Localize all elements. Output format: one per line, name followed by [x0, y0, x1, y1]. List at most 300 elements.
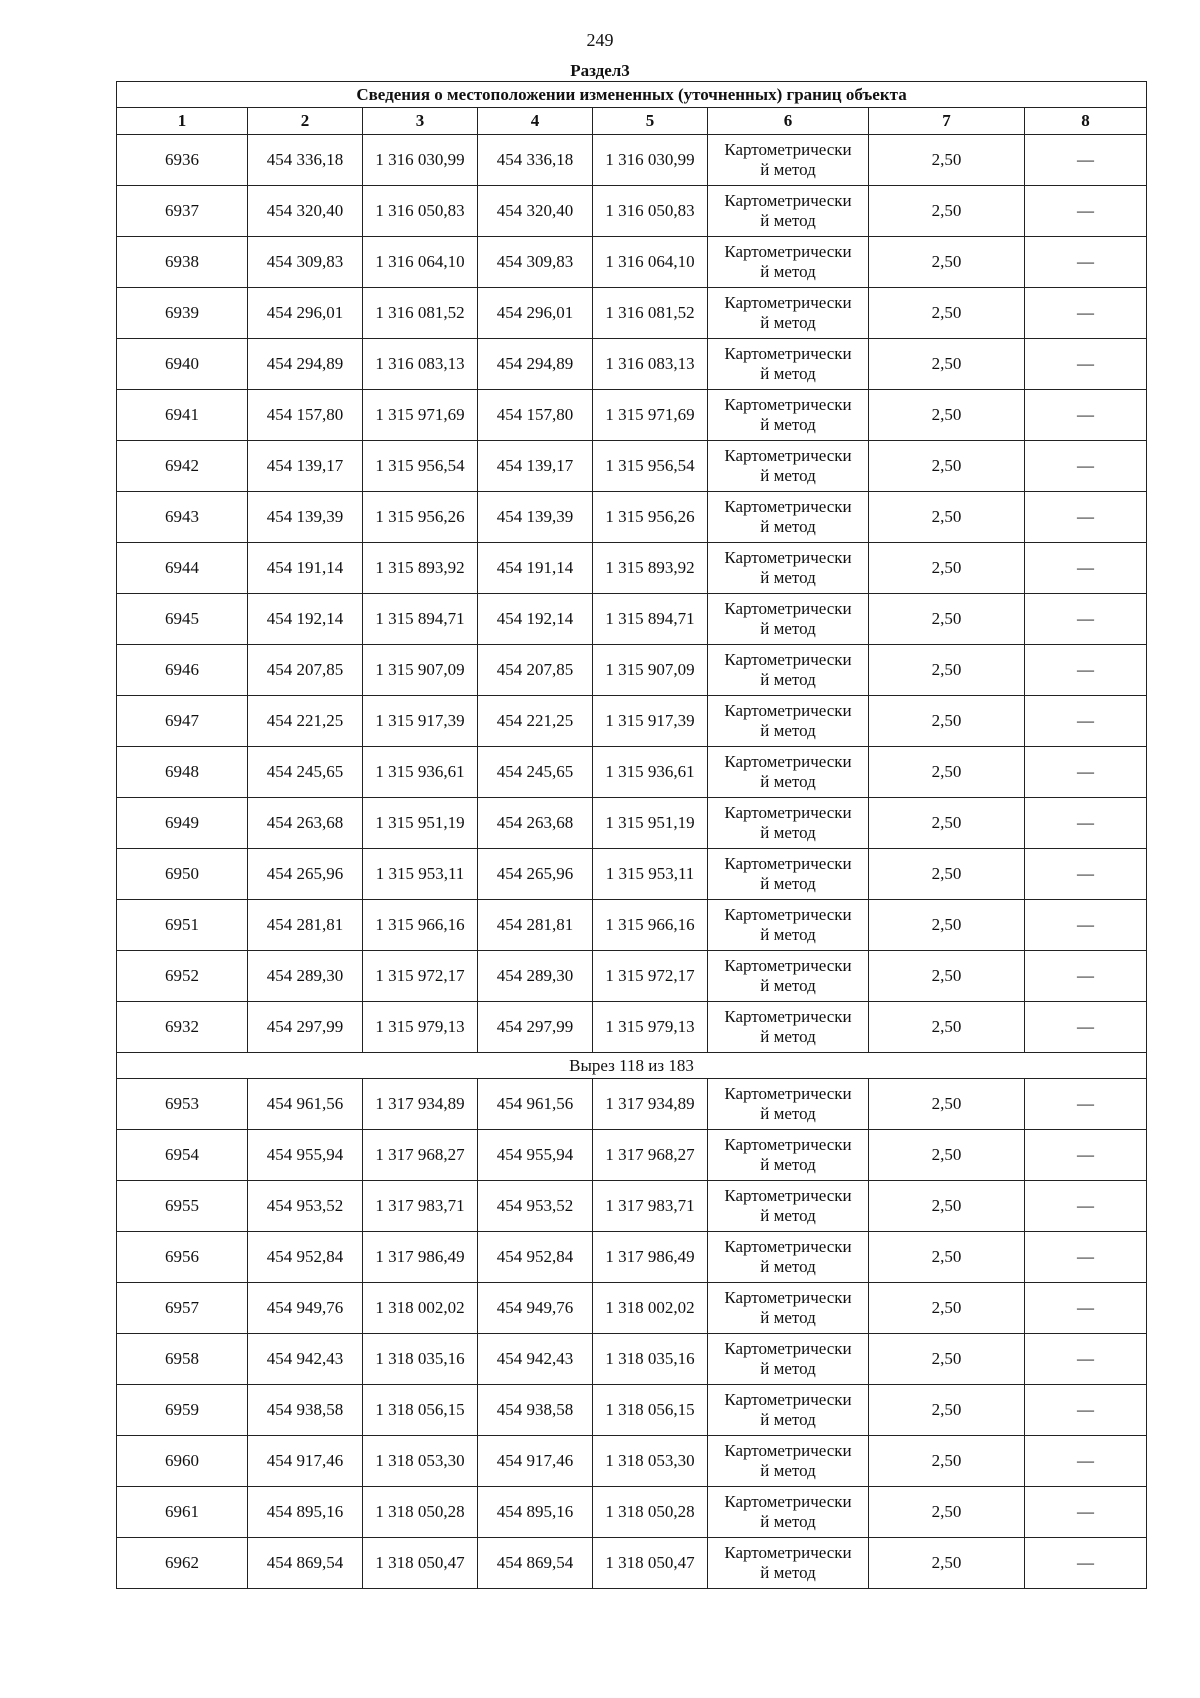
y-new-cell: 1 315 894,71 [593, 594, 708, 645]
x-existing-cell: 454 157,80 [248, 390, 363, 441]
y-new-cell: 1 318 053,30 [593, 1436, 708, 1487]
description-cell: — [1025, 390, 1147, 441]
method-text-line: Картометрически [724, 752, 852, 771]
x-existing-cell: 454 917,46 [248, 1436, 363, 1487]
y-new-cell: 1 318 035,16 [593, 1334, 708, 1385]
point-number-cell: 6951 [117, 900, 248, 951]
description-cell: — [1025, 1130, 1147, 1181]
x-existing-cell: 454 207,85 [248, 645, 363, 696]
x-new-cell: 454 942,43 [478, 1334, 593, 1385]
table-body [117, 135, 1147, 1589]
y-existing-cell: 1 318 050,47 [363, 1538, 478, 1589]
method-cell [708, 1487, 869, 1538]
table-row [117, 1002, 1147, 1053]
method-cell [708, 1334, 869, 1385]
y-existing-cell: 1 318 056,15 [363, 1385, 478, 1436]
method-text-line: Картометрически [724, 1390, 852, 1409]
x-new-cell: 454 281,81 [478, 900, 593, 951]
y-new-cell: 1 317 986,49 [593, 1232, 708, 1283]
y-existing-cell: 1 316 064,10 [363, 237, 478, 288]
method-cell [708, 339, 869, 390]
x-existing-cell: 454 938,58 [248, 1385, 363, 1436]
method-text-line: й метод [760, 211, 816, 230]
method-text-line: й метод [760, 313, 816, 332]
y-new-cell: 1 316 050,83 [593, 186, 708, 237]
description-cell: — [1025, 1334, 1147, 1385]
method-text-line: Картометрически [724, 191, 852, 210]
x-new-cell: 454 139,17 [478, 441, 593, 492]
method-cell [708, 1385, 869, 1436]
y-existing-cell: 1 315 956,26 [363, 492, 478, 543]
method-cell [708, 186, 869, 237]
x-new-cell: 454 952,84 [478, 1232, 593, 1283]
method-text-line: Картометрически [724, 1339, 852, 1358]
y-existing-cell: 1 316 050,83 [363, 186, 478, 237]
y-existing-cell: 1 318 053,30 [363, 1436, 478, 1487]
x-existing-cell: 454 949,76 [248, 1283, 363, 1334]
accuracy-cell: 2,50 [869, 1538, 1025, 1589]
y-new-cell: 1 318 050,47 [593, 1538, 708, 1589]
table-row [117, 1079, 1147, 1130]
y-new-cell: 1 316 064,10 [593, 237, 708, 288]
table-row [117, 492, 1147, 543]
x-new-cell: 454 869,54 [478, 1538, 593, 1589]
y-new-cell: 1 317 934,89 [593, 1079, 708, 1130]
method-text-line: й метод [760, 823, 816, 842]
x-new-cell: 454 157,80 [478, 390, 593, 441]
method-text-line: Картометрически [724, 1135, 852, 1154]
y-new-cell: 1 315 953,11 [593, 849, 708, 900]
y-existing-cell: 1 315 893,92 [363, 543, 478, 594]
x-new-cell: 454 294,89 [478, 339, 593, 390]
method-text-line: Картометрически [724, 650, 852, 669]
accuracy-cell: 2,50 [869, 645, 1025, 696]
accuracy-cell: 2,50 [869, 186, 1025, 237]
point-number-cell: 6962 [117, 1538, 248, 1589]
table-row [117, 594, 1147, 645]
accuracy-cell: 2,50 [869, 390, 1025, 441]
accuracy-cell: 2,50 [869, 1130, 1025, 1181]
x-new-cell: 454 289,30 [478, 951, 593, 1002]
table-row [117, 390, 1147, 441]
description-cell: — [1025, 900, 1147, 951]
x-existing-cell: 454 952,84 [248, 1232, 363, 1283]
method-cell [708, 1079, 869, 1130]
description-cell: — [1025, 543, 1147, 594]
point-number-cell: 6961 [117, 1487, 248, 1538]
description-cell: — [1025, 645, 1147, 696]
x-existing-cell: 454 955,94 [248, 1130, 363, 1181]
method-text-line: й метод [760, 415, 816, 434]
x-existing-cell: 454 296,01 [248, 288, 363, 339]
group-heading: Вырез 118 из 183 [117, 1053, 1147, 1079]
accuracy-cell: 2,50 [869, 900, 1025, 951]
x-new-cell: 454 320,40 [478, 186, 593, 237]
x-existing-cell: 454 221,25 [248, 696, 363, 747]
coordinates-table [116, 81, 1147, 1589]
y-existing-cell: 1 315 956,54 [363, 441, 478, 492]
method-text-line: й метод [760, 772, 816, 791]
table-row [117, 1538, 1147, 1589]
table-row [117, 1385, 1147, 1436]
point-number-cell: 6939 [117, 288, 248, 339]
y-existing-cell: 1 316 083,13 [363, 339, 478, 390]
method-text-line: й метод [760, 1027, 816, 1046]
table-row [117, 900, 1147, 951]
column-number: 7 [869, 108, 1025, 135]
point-number-cell: 6954 [117, 1130, 248, 1181]
accuracy-cell: 2,50 [869, 1002, 1025, 1053]
description-cell: — [1025, 1181, 1147, 1232]
x-new-cell: 454 221,25 [478, 696, 593, 747]
method-cell [708, 900, 869, 951]
point-number-cell: 6938 [117, 237, 248, 288]
accuracy-cell: 2,50 [869, 288, 1025, 339]
x-existing-cell: 454 294,89 [248, 339, 363, 390]
point-number-cell: 6949 [117, 798, 248, 849]
accuracy-cell: 2,50 [869, 543, 1025, 594]
x-new-cell: 454 207,85 [478, 645, 593, 696]
method-cell [708, 1538, 869, 1589]
y-new-cell: 1 315 966,16 [593, 900, 708, 951]
method-cell [708, 951, 869, 1002]
method-text-line: й метод [760, 160, 816, 179]
table-row [117, 696, 1147, 747]
accuracy-cell: 2,50 [869, 135, 1025, 186]
description-cell: — [1025, 951, 1147, 1002]
description-cell: — [1025, 1079, 1147, 1130]
table-row [117, 1283, 1147, 1334]
method-text-line: й метод [760, 619, 816, 638]
accuracy-cell: 2,50 [869, 1079, 1025, 1130]
y-existing-cell: 1 315 951,19 [363, 798, 478, 849]
accuracy-cell: 2,50 [869, 1487, 1025, 1538]
accuracy-cell: 2,50 [869, 951, 1025, 1002]
method-text-line: Картометрически [724, 1441, 852, 1460]
table-row [117, 1334, 1147, 1385]
y-existing-cell: 1 317 968,27 [363, 1130, 478, 1181]
point-number-cell: 6940 [117, 339, 248, 390]
column-number: 3 [363, 108, 478, 135]
point-number-cell: 6960 [117, 1436, 248, 1487]
accuracy-cell: 2,50 [869, 339, 1025, 390]
x-new-cell: 454 953,52 [478, 1181, 593, 1232]
x-new-cell: 454 955,94 [478, 1130, 593, 1181]
x-new-cell: 454 297,99 [478, 1002, 593, 1053]
y-new-cell: 1 315 956,54 [593, 441, 708, 492]
x-existing-cell: 454 961,56 [248, 1079, 363, 1130]
description-cell: — [1025, 1436, 1147, 1487]
description-cell: — [1025, 798, 1147, 849]
method-cell [708, 798, 869, 849]
point-number-cell: 6945 [117, 594, 248, 645]
point-number-cell: 6936 [117, 135, 248, 186]
accuracy-cell: 2,50 [869, 594, 1025, 645]
accuracy-cell: 2,50 [869, 798, 1025, 849]
description-cell: — [1025, 1002, 1147, 1053]
point-number-cell: 6947 [117, 696, 248, 747]
table-caption: Сведения о местоположении измененных (уточненных) границ объекта [117, 82, 1147, 108]
x-existing-cell: 454 297,99 [248, 1002, 363, 1053]
page-number: 249 [586, 30, 614, 50]
table-row [117, 747, 1147, 798]
method-text-line: й метод [760, 1104, 816, 1123]
accuracy-cell: 2,50 [869, 696, 1025, 747]
y-existing-cell: 1 315 966,16 [363, 900, 478, 951]
y-existing-cell: 1 317 986,49 [363, 1232, 478, 1283]
description-cell: — [1025, 849, 1147, 900]
point-number-cell: 6959 [117, 1385, 248, 1436]
table-caption-row [117, 82, 1147, 108]
x-new-cell: 454 938,58 [478, 1385, 593, 1436]
table-row [117, 849, 1147, 900]
method-text-line: й метод [760, 1155, 816, 1174]
method-text-line: й метод [760, 262, 816, 281]
x-existing-cell: 454 336,18 [248, 135, 363, 186]
point-number-cell: 6950 [117, 849, 248, 900]
method-cell [708, 1436, 869, 1487]
table-row [117, 1181, 1147, 1232]
method-cell [708, 135, 869, 186]
method-cell [708, 1232, 869, 1283]
table-row [117, 798, 1147, 849]
point-number-cell: 6955 [117, 1181, 248, 1232]
table-row [117, 441, 1147, 492]
x-existing-cell: 454 942,43 [248, 1334, 363, 1385]
point-number-cell: 6937 [117, 186, 248, 237]
x-new-cell: 454 296,01 [478, 288, 593, 339]
method-text-line: Картометрически [724, 242, 852, 261]
x-new-cell: 454 336,18 [478, 135, 593, 186]
y-existing-cell: 1 318 035,16 [363, 1334, 478, 1385]
y-new-cell: 1 315 971,69 [593, 390, 708, 441]
method-text-line: й метод [760, 1563, 816, 1582]
point-number-cell: 6942 [117, 441, 248, 492]
y-new-cell: 1 316 030,99 [593, 135, 708, 186]
x-existing-cell: 454 289,30 [248, 951, 363, 1002]
column-number-row [117, 108, 1147, 135]
method-text-line: Картометрически [724, 905, 852, 924]
column-number: 2 [248, 108, 363, 135]
method-text-line: й метод [760, 721, 816, 740]
x-new-cell: 454 139,39 [478, 492, 593, 543]
x-existing-cell: 454 263,68 [248, 798, 363, 849]
description-cell: — [1025, 135, 1147, 186]
method-text-line: й метод [760, 1461, 816, 1480]
y-new-cell: 1 317 983,71 [593, 1181, 708, 1232]
y-new-cell: 1 318 050,28 [593, 1487, 708, 1538]
x-new-cell: 454 917,46 [478, 1436, 593, 1487]
description-cell: — [1025, 1385, 1147, 1436]
y-new-cell: 1 315 979,13 [593, 1002, 708, 1053]
accuracy-cell: 2,50 [869, 1436, 1025, 1487]
method-text-line: Картометрически [724, 854, 852, 873]
y-new-cell: 1 315 917,39 [593, 696, 708, 747]
table-row [117, 543, 1147, 594]
x-existing-cell: 454 895,16 [248, 1487, 363, 1538]
description-cell: — [1025, 441, 1147, 492]
y-new-cell: 1 317 968,27 [593, 1130, 708, 1181]
method-text-line: Картометрически [724, 1237, 852, 1256]
method-cell [708, 390, 869, 441]
point-number-cell: 6946 [117, 645, 248, 696]
y-new-cell: 1 316 083,13 [593, 339, 708, 390]
x-new-cell: 454 949,76 [478, 1283, 593, 1334]
point-number-cell: 6953 [117, 1079, 248, 1130]
y-existing-cell: 1 316 081,52 [363, 288, 478, 339]
description-cell: — [1025, 186, 1147, 237]
description-cell: — [1025, 696, 1147, 747]
method-text-line: й метод [760, 874, 816, 893]
method-text-line: Картометрически [724, 803, 852, 822]
method-cell [708, 747, 869, 798]
x-existing-cell: 454 953,52 [248, 1181, 363, 1232]
x-existing-cell: 454 139,17 [248, 441, 363, 492]
x-existing-cell: 454 265,96 [248, 849, 363, 900]
description-cell: — [1025, 492, 1147, 543]
y-existing-cell: 1 315 971,69 [363, 390, 478, 441]
method-text-line: й метод [760, 1206, 816, 1225]
x-new-cell: 454 263,68 [478, 798, 593, 849]
y-new-cell: 1 315 956,26 [593, 492, 708, 543]
accuracy-cell: 2,50 [869, 237, 1025, 288]
method-cell [708, 543, 869, 594]
x-existing-cell: 454 320,40 [248, 186, 363, 237]
x-existing-cell: 454 309,83 [248, 237, 363, 288]
method-cell [708, 645, 869, 696]
description-cell: — [1025, 339, 1147, 390]
method-cell [708, 696, 869, 747]
y-existing-cell: 1 315 936,61 [363, 747, 478, 798]
method-text-line: Картометрически [724, 1288, 852, 1307]
method-text-line: Картометрически [724, 1084, 852, 1103]
method-cell [708, 594, 869, 645]
y-existing-cell: 1 315 979,13 [363, 1002, 478, 1053]
point-number-cell: 6956 [117, 1232, 248, 1283]
description-cell: — [1025, 594, 1147, 645]
point-number-cell: 6943 [117, 492, 248, 543]
y-existing-cell: 1 317 934,89 [363, 1079, 478, 1130]
method-text-line: й метод [760, 1308, 816, 1327]
method-text-line: Картометрически [724, 599, 852, 618]
method-text-line: й метод [760, 364, 816, 383]
x-new-cell: 454 265,96 [478, 849, 593, 900]
method-text-line: Картометрически [724, 701, 852, 720]
description-cell: — [1025, 237, 1147, 288]
description-cell: — [1025, 288, 1147, 339]
y-new-cell: 1 315 972,17 [593, 951, 708, 1002]
method-text-line: й метод [760, 976, 816, 995]
table-row [117, 1436, 1147, 1487]
accuracy-cell: 2,50 [869, 747, 1025, 798]
method-text-line: Картометрически [724, 1543, 852, 1562]
method-cell [708, 849, 869, 900]
x-existing-cell: 454 245,65 [248, 747, 363, 798]
method-cell [708, 237, 869, 288]
method-text-line: й метод [760, 1257, 816, 1276]
y-existing-cell: 1 315 953,11 [363, 849, 478, 900]
point-number-cell: 6941 [117, 390, 248, 441]
method-text-line: й метод [760, 925, 816, 944]
table-row [117, 1232, 1147, 1283]
table-row [117, 288, 1147, 339]
method-text-line: Картометрически [724, 548, 852, 567]
x-new-cell: 454 309,83 [478, 237, 593, 288]
column-number: 4 [478, 108, 593, 135]
method-cell [708, 441, 869, 492]
x-existing-cell: 454 139,39 [248, 492, 363, 543]
method-text-line: й метод [760, 517, 816, 536]
y-existing-cell: 1 318 050,28 [363, 1487, 478, 1538]
method-text-line: Картометрически [724, 293, 852, 312]
method-text-line: й метод [760, 1410, 816, 1429]
y-new-cell: 1 315 907,09 [593, 645, 708, 696]
y-existing-cell: 1 315 972,17 [363, 951, 478, 1002]
description-cell: — [1025, 1487, 1147, 1538]
point-number-cell: 6948 [117, 747, 248, 798]
method-text-line: Картометрически [724, 140, 852, 159]
method-text-line: й метод [760, 1512, 816, 1531]
method-text-line: й метод [760, 466, 816, 485]
method-text-line: Картометрически [724, 344, 852, 363]
table-row [117, 339, 1147, 390]
method-text-line: й метод [760, 1359, 816, 1378]
y-new-cell: 1 315 951,19 [593, 798, 708, 849]
point-number-cell: 6957 [117, 1283, 248, 1334]
method-text-line: Картометрически [724, 1186, 852, 1205]
y-new-cell: 1 318 056,15 [593, 1385, 708, 1436]
accuracy-cell: 2,50 [869, 1181, 1025, 1232]
point-number-cell: 6958 [117, 1334, 248, 1385]
table-row [117, 237, 1147, 288]
column-number: 6 [708, 108, 869, 135]
group-heading-row [117, 1053, 1147, 1079]
column-number: 1 [117, 108, 248, 135]
accuracy-cell: 2,50 [869, 1385, 1025, 1436]
y-existing-cell: 1 315 894,71 [363, 594, 478, 645]
description-cell: — [1025, 1232, 1147, 1283]
method-text-line: Картометрически [724, 956, 852, 975]
method-text-line: Картометрически [724, 1492, 852, 1511]
method-cell [708, 1002, 869, 1053]
method-cell [708, 492, 869, 543]
x-existing-cell: 454 192,14 [248, 594, 363, 645]
x-new-cell: 454 191,14 [478, 543, 593, 594]
description-cell: — [1025, 1283, 1147, 1334]
y-existing-cell: 1 315 917,39 [363, 696, 478, 747]
table-row [117, 951, 1147, 1002]
section-title: Раздел3 [570, 61, 630, 80]
x-new-cell: 454 245,65 [478, 747, 593, 798]
y-existing-cell: 1 315 907,09 [363, 645, 478, 696]
method-text-line: й метод [760, 670, 816, 689]
table-row [117, 1487, 1147, 1538]
method-cell [708, 1283, 869, 1334]
y-new-cell: 1 316 081,52 [593, 288, 708, 339]
point-number-cell: 6952 [117, 951, 248, 1002]
method-text-line: Картометрически [724, 1007, 852, 1026]
accuracy-cell: 2,50 [869, 441, 1025, 492]
table-row [117, 1130, 1147, 1181]
method-cell [708, 1130, 869, 1181]
x-existing-cell: 454 281,81 [248, 900, 363, 951]
method-text-line: Картометрически [724, 497, 852, 516]
method-text-line: й метод [760, 568, 816, 587]
x-new-cell: 454 961,56 [478, 1079, 593, 1130]
point-number-cell: 6944 [117, 543, 248, 594]
y-new-cell: 1 315 893,92 [593, 543, 708, 594]
y-existing-cell: 1 318 002,02 [363, 1283, 478, 1334]
